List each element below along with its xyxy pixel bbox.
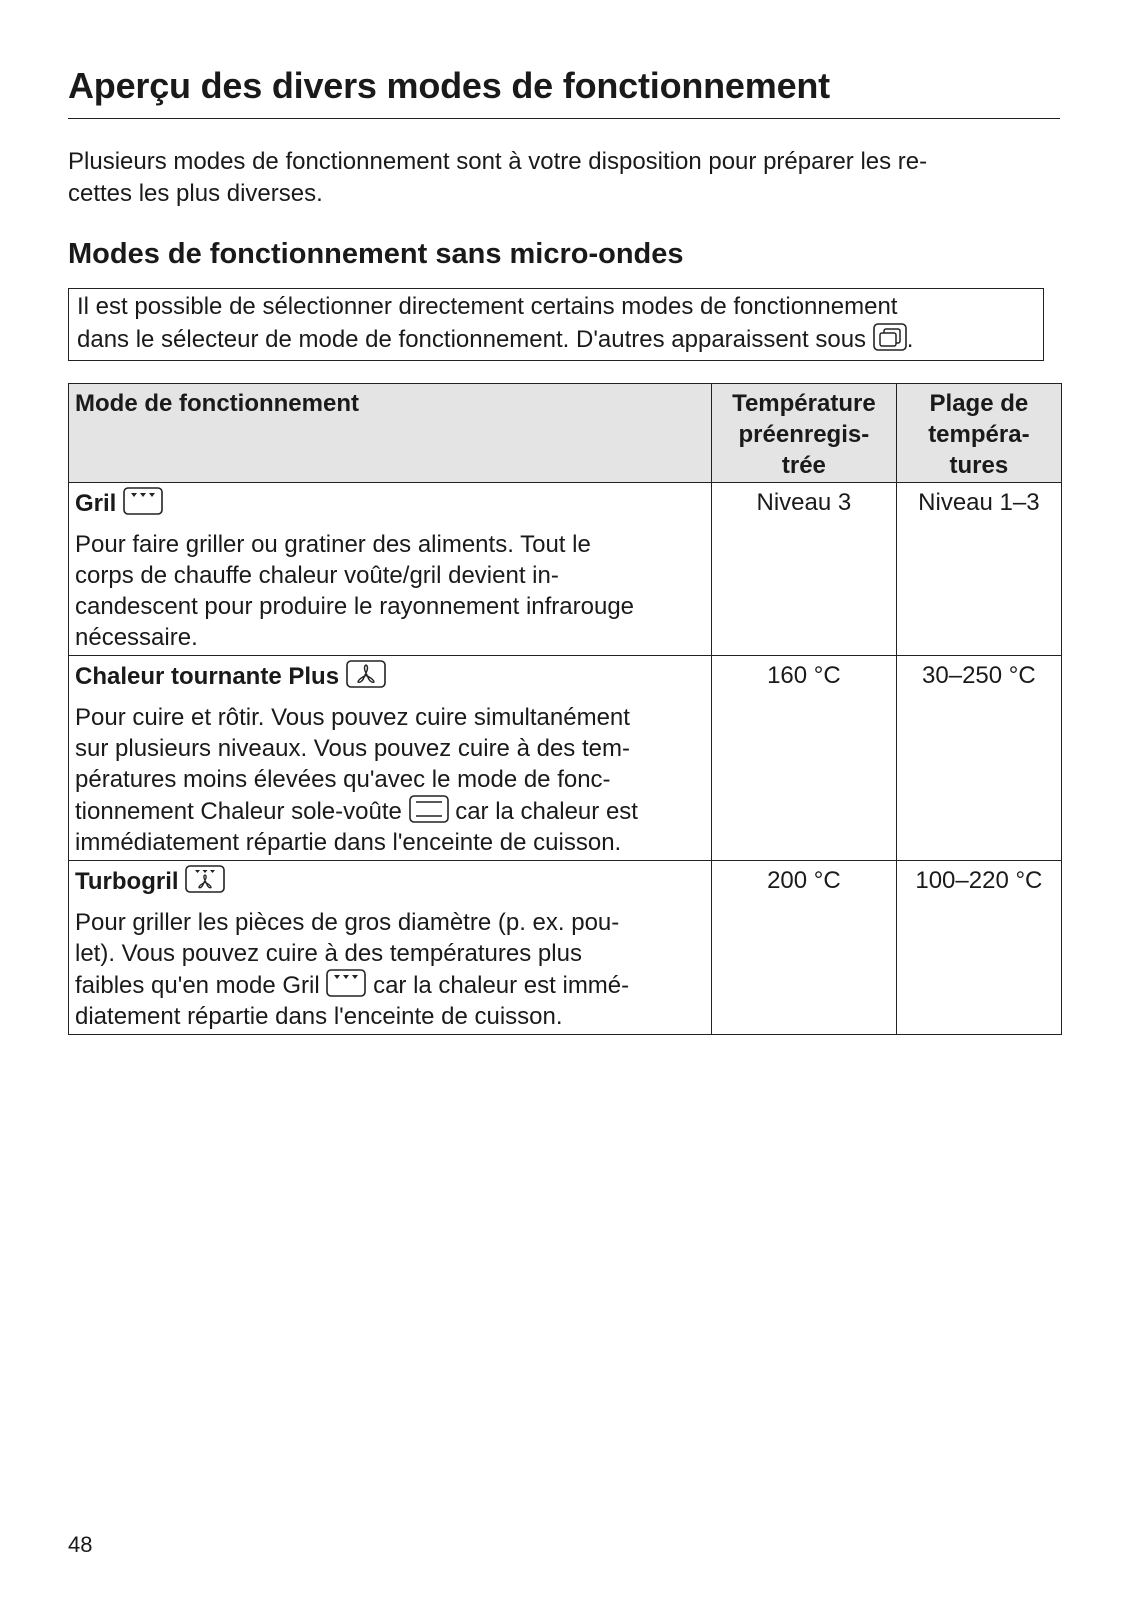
fan-plus-icon bbox=[346, 660, 386, 688]
header-mode: Mode de fonctionnement bbox=[69, 384, 712, 483]
intro-paragraph bbox=[68, 146, 1048, 210]
info-line-2: dans le sélecteur de mode de fonctionnement. D'autres apparaissent sous bbox=[77, 326, 867, 353]
intro-line-2: cettes les plus diverses. bbox=[68, 180, 323, 207]
table-row bbox=[69, 483, 1062, 656]
page-number: 48 bbox=[68, 1532, 93, 1557]
table-row bbox=[69, 861, 1062, 1035]
top-bottom-heat-icon bbox=[409, 795, 449, 823]
mode-cell bbox=[69, 483, 712, 656]
modes-table bbox=[68, 383, 1062, 1035]
section-title: Modes de fonctionnement sans micro-ondes bbox=[68, 238, 684, 270]
mode-cell bbox=[69, 656, 712, 861]
mode-cell bbox=[69, 861, 712, 1035]
temp-range-cell: Niveau 1–3 bbox=[896, 483, 1061, 656]
title-divider bbox=[68, 118, 1060, 119]
grill-icon bbox=[123, 487, 163, 515]
temp-range-cell: 100–220 °C bbox=[896, 861, 1061, 1035]
mode-name: Turbogril bbox=[75, 865, 705, 897]
info-line-1: Il est possible de sélectionner directement certains modes de fonctionnement bbox=[77, 293, 898, 320]
temp-range-cell: 30–250 °C bbox=[896, 656, 1061, 861]
table-row bbox=[69, 656, 1062, 861]
turbo-grill-icon bbox=[185, 865, 225, 893]
header-temp-range: Plage de tempéra- tures bbox=[896, 384, 1061, 483]
more-modes-icon bbox=[873, 323, 907, 351]
preset-temp-cell: 200 °C bbox=[712, 861, 897, 1035]
grill-icon bbox=[326, 969, 366, 997]
mode-description: Pour cuire et rôtir. Vous pouvez cuire simultanément sur plusieurs niveaux. Vous pouvez cuire à des tem- pératures moins élevées qu'avec le mode de fonc- tionnement Chaleur sole-voûte car la chaleur est immédiatement répartie dans l'enceinte de cuisson. bbox=[75, 704, 638, 856]
intro-line-1: Plusieurs modes de fonctionnement sont à votre disposition pour préparer les re- bbox=[68, 148, 928, 175]
mode-description: Pour griller les pièces de gros diamètre (p. ex. pou- let). Vous pouvez cuire à des températures plus faibles qu'en mode Gril car la chaleur est immé- diatement répartie dans l'enceinte de cuisson. bbox=[75, 909, 630, 1030]
info-line-2-end: . bbox=[906, 326, 914, 353]
mode-description: Pour faire griller ou gratiner des aliments. Tout le corps de chauffe chaleur voûte/gril devient in- candescent pour produire le rayonnement infrarouge nécessaire. bbox=[75, 531, 635, 651]
preset-temp-cell: Niveau 3 bbox=[712, 483, 897, 656]
preset-temp-cell: 160 °C bbox=[712, 656, 897, 861]
table-header-row bbox=[69, 384, 1062, 483]
header-preset-temp: Température préenregis- trée bbox=[712, 384, 897, 483]
page-title: Aperçu des divers modes de fonctionnement bbox=[68, 65, 830, 106]
mode-name: Gril bbox=[75, 487, 705, 519]
info-box bbox=[68, 288, 1044, 361]
mode-name: Chaleur tournante Plus bbox=[75, 660, 705, 692]
